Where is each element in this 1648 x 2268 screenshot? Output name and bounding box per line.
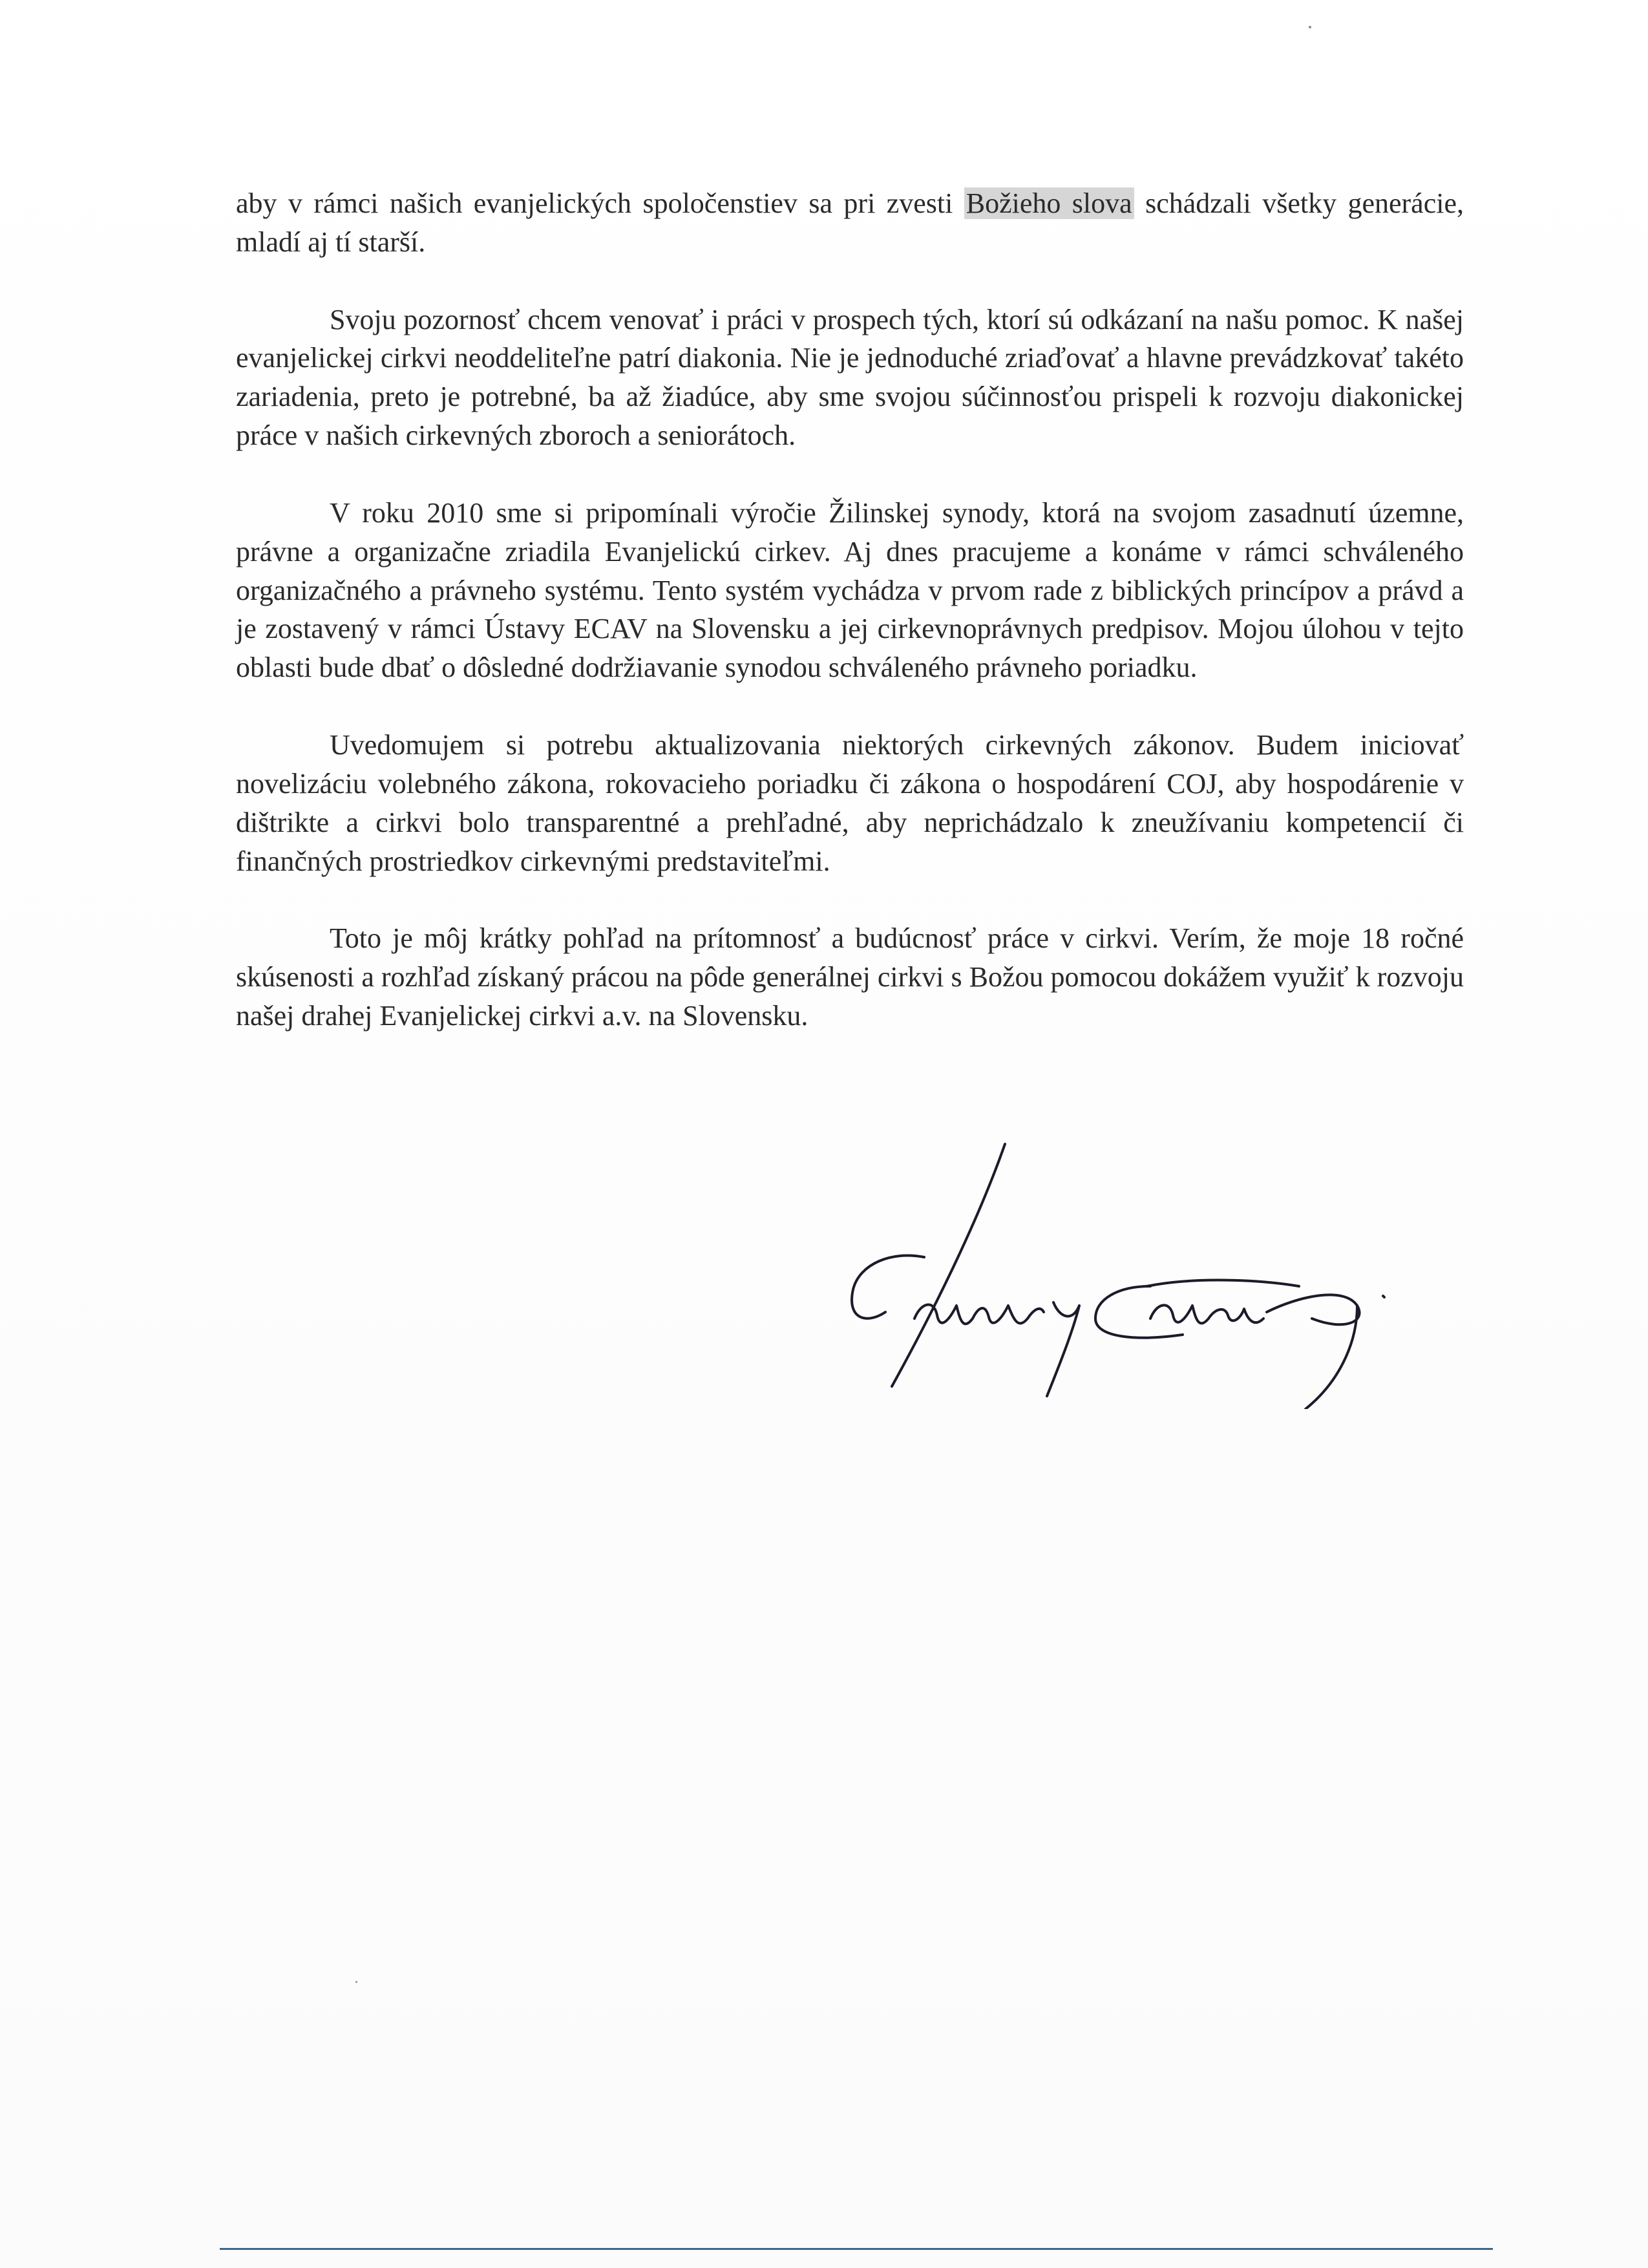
handwritten-signature	[847, 1125, 1402, 1409]
paragraph-2: Svoju pozornosť chcem venovať i práci v prospech tých, ktorí sú odkázaní na našu pomoc. K našej evanjelickej cirkvi neoddeliteľne patrí diakonia. Nie je jednoduché zriaďovať a hlavne prevádzkovať takéto zariadenia, preto je potrebné, ba až žiadúce, aby sme svojou súčinnosťou prispeli k rozvoju diakonickej práce v našich cirkevných zboroch a seniorátoch.	[236, 303, 1464, 452]
paragraph-4: Uvedomujem si potrebu aktualizovania niektorých cirkevných zákonov. Budem iniciovať novelizáciu volebného zákona, rokovacieho poriadku či zákona o hospodárení COJ, aby hospodárenie v dištrikte a cirkvi bolo transparentné a prehľadné, aby neprichádzalo k zneužívaniu kompetencií či finančných prostriedkov cirkevnými predstaviteľmi.	[236, 729, 1464, 877]
paragraph-3: V roku 2010 sme si pripomínali výročie Žilinskej synody, ktorá na svojom zasadnutí územne, právne a organizačne zriadila Evanjelickú cirkev. Aj dnes pracujeme a konáme v rámci schváleného organizačného a právneho systému. Tento systém vychádza v prvom rade z biblických princípov a právd a je zostavený v rámci Ústavy ECAV na Slovensku a jej cirkevnoprávnych predpisov. Mojou úlohou v tejto oblasti bude dbať o dôsledné dodržiavanie synodou schváleného právneho poriadku.	[236, 496, 1464, 684]
scan-speck	[355, 1981, 357, 1983]
paragraph-1	[236, 184, 1464, 262]
scan-edge-line	[220, 2248, 1493, 2250]
highlighted-phrase: Božieho slova	[964, 187, 1134, 219]
paragraph-1-end: schádzali všetky generácie, mladí aj tí starší.	[236, 187, 1464, 258]
scan-speck	[1309, 26, 1311, 28]
paragraph-1-start: aby v rámci našich evanjelických spoločenstiev sa pri zvesti	[236, 187, 964, 219]
paragraph-5: Toto je môj krátky pohľad na prítomnosť a budúcnosť práce v cirkvi. Verím, že moje 18 ročné skúsenosti a rozhľad získaný prácou na pôde generálnej cirkvi s Božou pomocou dokážem využiť k rozvoju našej drahej Evanjelickej cirkvi a.v. na Slovensku.	[236, 922, 1464, 1032]
letter-body	[236, 184, 1464, 1074]
